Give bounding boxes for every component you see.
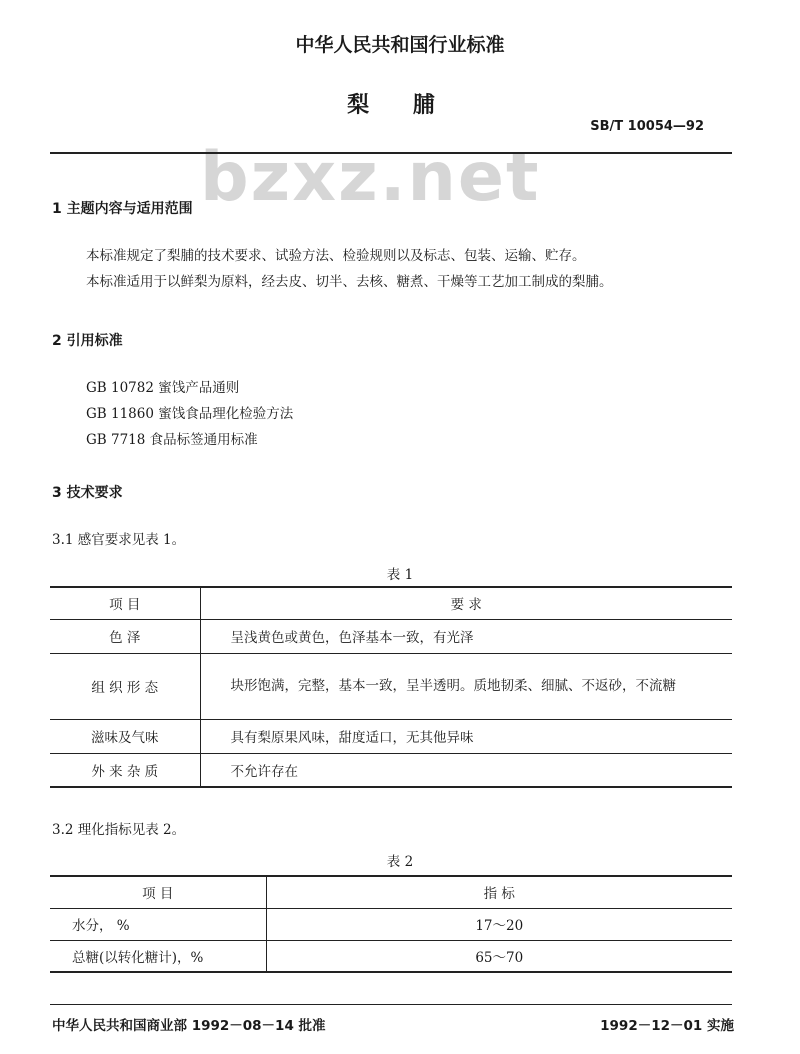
table-header-cell: 项 目: [50, 876, 266, 908]
table-row: [50, 753, 732, 787]
item-cell: 外 来 杂 质: [50, 753, 200, 787]
table-row: [50, 619, 732, 653]
table-2-caption: 表 2: [386, 854, 414, 870]
value-cell: 65～70: [266, 940, 732, 972]
section-1-paragraph-1: 本标准规定了梨脯的技术要求、试验方法、检验规则以及标志、包装、运输、贮存。: [86, 248, 586, 264]
watermark: bzxz.net: [200, 138, 541, 217]
table-row: [50, 940, 732, 972]
table-1-caption: 表 1: [386, 567, 414, 583]
value-cell: 17～20: [266, 908, 732, 940]
section-1-heading: 1 主题内容与适用范围: [52, 201, 193, 217]
item-cell: 色 泽: [50, 619, 200, 653]
effective-date: 1992－12－01 实施: [600, 1018, 734, 1034]
reference-item: GB 7718 食品标签通用标准: [86, 432, 258, 448]
table-header-row: [50, 876, 732, 908]
approval-line: 中华人民共和国商业部 1992－08－14 批准: [52, 1018, 326, 1034]
section-2-heading: 2 引用标准: [52, 333, 123, 349]
requirement-cell: 呈浅黄色或黄色，色泽基本一致，有光泽: [200, 619, 732, 653]
table-row: [50, 908, 732, 940]
item-cell: 组 织 形 态: [50, 653, 200, 719]
footer-rule: [50, 1004, 732, 1005]
document-title: 梨 脯: [347, 93, 453, 118]
section-3-1-text: 3.1 感官要求见表 1。: [52, 532, 186, 548]
requirement-cell: 不允许存在: [200, 753, 732, 787]
section-1-paragraph-2: 本标准适用于以鲜梨为原料，经去皮、切半、去核、糖煮、干燥等工艺加工制成的梨脯。: [86, 274, 613, 290]
standard-agency-title: 中华人民共和国行业标准: [295, 34, 505, 56]
reference-item: GB 11860 蜜饯食品理化检验方法: [86, 406, 294, 422]
table-header-cell: 指 标: [266, 876, 732, 908]
item-cell: 总糖(以转化糖计)，%: [50, 940, 266, 972]
table-row: [50, 719, 732, 753]
sensory-requirements-table: [50, 586, 732, 788]
requirement-cell: 块形饱满，完整，基本一致，呈半透明。质地韧柔、细腻、不返砂，不流糖: [200, 653, 732, 719]
table-header-cell: 要 求: [200, 587, 732, 619]
table-row: [50, 653, 732, 719]
physicochemical-index-table: [50, 875, 732, 973]
item-cell: 滋味及气味: [50, 719, 200, 753]
reference-item: GB 10782 蜜饯产品通则: [86, 380, 240, 396]
item-cell: 水分， %: [50, 908, 266, 940]
section-3-heading: 3 技术要求: [52, 485, 123, 501]
requirement-cell: 具有梨原果风味，甜度适口，无其他异味: [200, 719, 732, 753]
table-header-row: [50, 587, 732, 619]
section-3-2-text: 3.2 理化指标见表 2。: [52, 822, 186, 838]
table-header-cell: 项 目: [50, 587, 200, 619]
header-rule: [50, 152, 732, 154]
standard-code: SB/T 10054—92: [590, 119, 704, 134]
